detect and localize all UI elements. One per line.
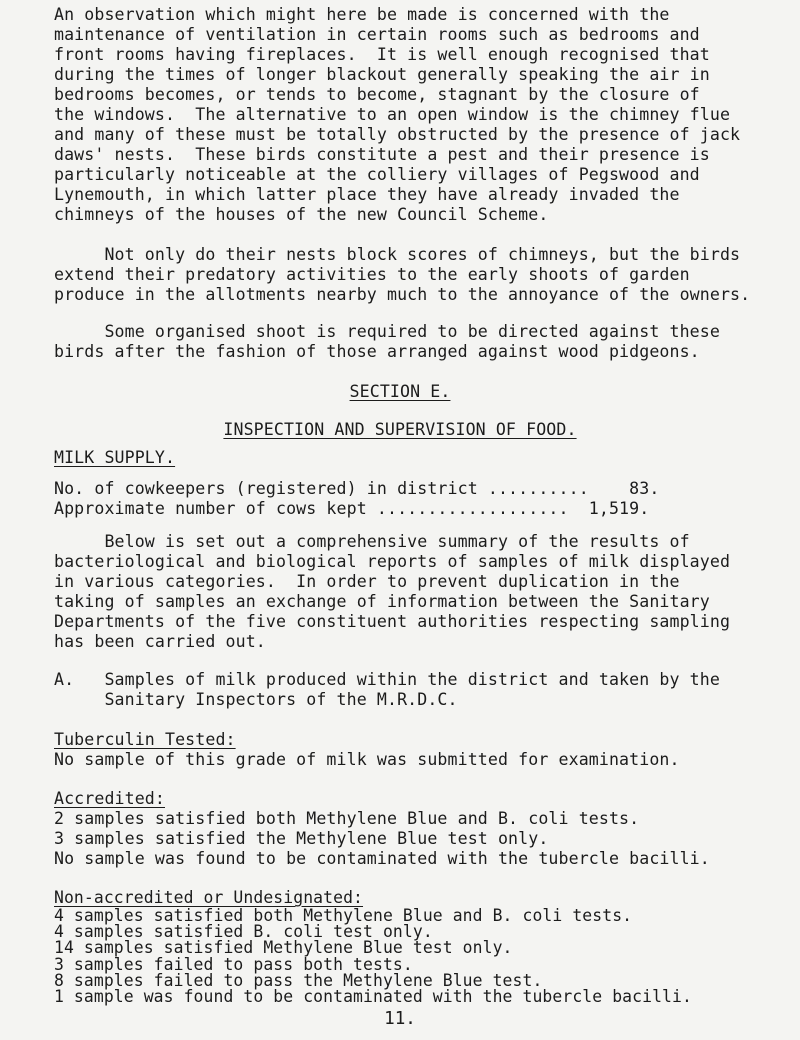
intro-line: daws' nests. These birds constitute a pest and their presence is <box>54 145 710 164</box>
intro-line: Lynemouth, in which latter place they have already invaded the <box>54 185 680 204</box>
non-accredited-line: 3 samples failed to pass both tests. <box>54 954 413 974</box>
tuberculin-line: No sample of this grade of milk was submitted for examination. <box>54 750 680 769</box>
stat-line: No. of cowkeepers (registered) in district .......... 83. <box>54 479 660 498</box>
intro-line: An observation which might here be made is concerned with the <box>54 5 670 24</box>
non-accredited-line: 4 samples satisfied both Methylene Blue and B. coli tests. <box>54 906 633 925</box>
intro-line: maintenance of ventilation in certain rooms such as bedrooms and <box>54 25 700 44</box>
shoot-line: Some organised shoot is required to be directed against these <box>54 322 720 341</box>
intro-line: during the times of longer blackout generally speaking the air in <box>54 65 710 84</box>
summary-line: Below is set out a comprehensive summary of the results of <box>54 532 690 551</box>
intro-line: the windows. The alternative to an open window is the chimney flue <box>54 105 731 124</box>
nests-line: produce in the allotments nearby much to the annoyance of the owners. <box>54 285 751 304</box>
section-a-line: A. Samples of milk produced within the district and taken by the <box>54 670 720 689</box>
section-a-line: Sanitary Inspectors of the M.R.D.C. <box>54 690 458 709</box>
section-subheading: INSPECTION AND SUPERVISION OF FOOD. <box>223 420 577 439</box>
intro-line: particularly noticeable at the colliery villages of Pegswood and <box>54 165 700 184</box>
shoot-line: birds after the fashion of those arranged against wood pidgeons. <box>54 342 700 361</box>
summary-line: in various categories. In order to prevent duplication in the <box>54 572 680 591</box>
accredited-line: 2 samples satisfied both Methylene Blue and B. coli tests. <box>54 809 640 828</box>
intro-line: chimneys of the houses of the new Council Scheme. <box>54 205 549 224</box>
nests-line: Not only do their nests block scores of chimneys, but the birds <box>54 245 741 264</box>
accredited-line: No sample was found to be contaminated with the tubercle bacilli. <box>54 849 710 868</box>
non-accredited-heading: Non-accredited or Undesignated: <box>54 888 364 907</box>
non-accredited-line: 8 samples failed to pass the Methylene Blue test. <box>54 970 543 990</box>
non-accredited-line: 1 sample was found to be contaminated with the tubercle bacilli. <box>54 987 692 1006</box>
non-accredited-line: 14 samples satisfied Methylene Blue test only. <box>54 938 513 958</box>
non-accredited-line: 4 samples satisfied B. coli test only. <box>54 922 433 942</box>
tuberculin-heading: Tuberculin Tested: <box>54 730 236 749</box>
accredited-heading: Accredited: <box>54 789 165 808</box>
stat-line: Approximate number of cows kept ................... 1,519. <box>54 499 650 518</box>
summary-line: taking of samples an exchange of information between the Sanitary <box>54 592 710 611</box>
nests-line: extend their predatory activities to the early shoots of garden <box>54 265 690 284</box>
section-heading: SECTION E. <box>349 382 451 401</box>
intro-line: front rooms having fireplaces. It is well enough recognised that <box>54 45 710 64</box>
page-number: 11. <box>384 1009 416 1029</box>
summary-line: has been carried out. <box>54 632 266 651</box>
accredited-line: 3 samples satisfied the Methylene Blue test only. <box>54 829 549 848</box>
intro-line: bedrooms becomes, or tends to become, stagnant by the closure of <box>54 85 700 104</box>
milk-supply-heading: MILK SUPPLY. <box>54 448 176 467</box>
summary-line: Departments of the five constituent authorities respecting sampling <box>54 612 731 631</box>
summary-line: bacteriological and biological reports of samples of milk displayed <box>54 552 731 571</box>
intro-line: and many of these must be totally obstructed by the presence of jack <box>54 125 741 144</box>
